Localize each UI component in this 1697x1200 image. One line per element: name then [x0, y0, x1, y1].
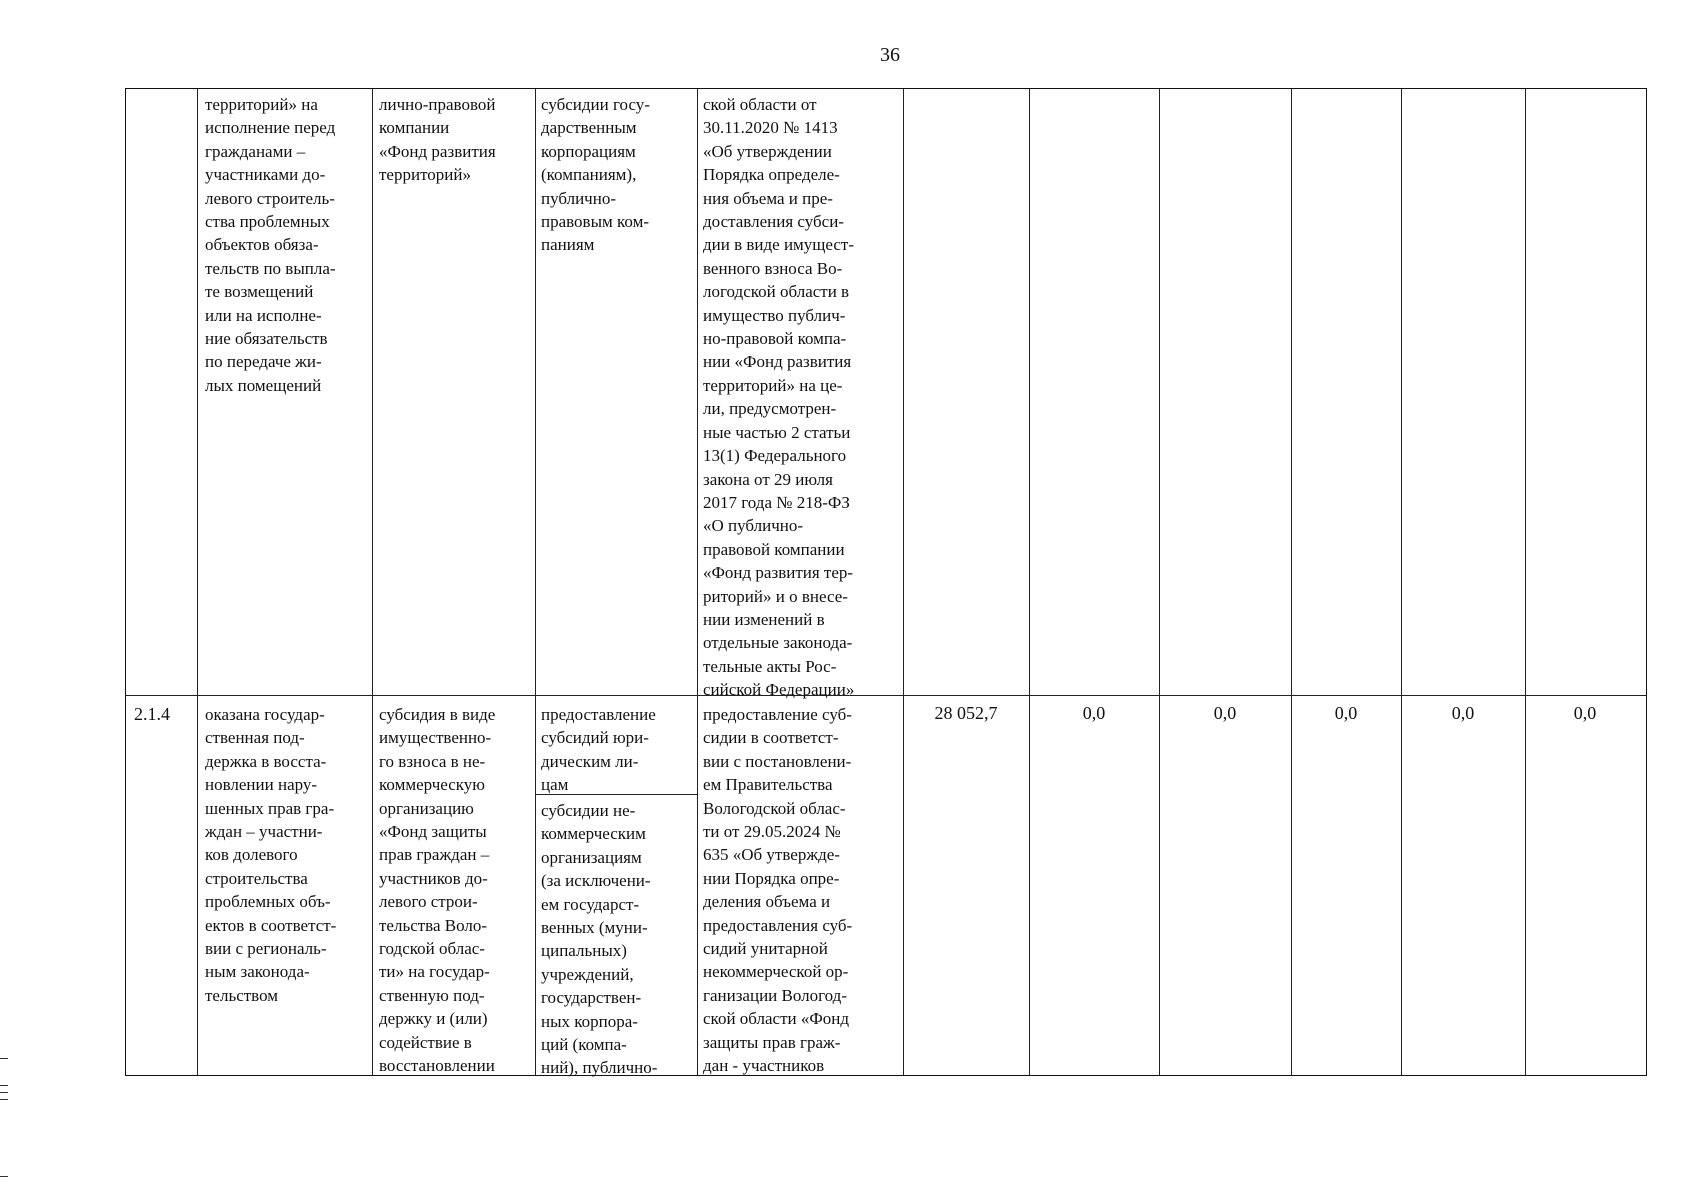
- column-divider: [197, 89, 198, 1075]
- basis-cell: предоставление суб- сидии в соответст- вии с постановлени- ем Правительства Вологодской облас- ти от 29.05.2024 № 635 «Об утвержде- нии Порядка опре- деления объема и предоставления суб- сидий унитарной некоммерческой ор- ганизации Вологод- ской области «Фонд защиты прав граж- дан - участников: [703, 705, 853, 1076]
- column-divider: [1401, 89, 1402, 1075]
- column-divider: [697, 89, 698, 1075]
- amount-cell: 0,0: [1213, 703, 1237, 723]
- column-divider: [903, 89, 904, 1075]
- margin-mark: [0, 1099, 8, 1100]
- column-divider: [1291, 89, 1292, 1075]
- column-divider: [372, 89, 373, 1075]
- amount-cell: 0,0: [1334, 703, 1358, 723]
- direction-cell: предоставление субсидий юри- дическим ли- цам: [541, 705, 656, 795]
- result-cell: территорий» на исполнение перед гражданами – участниками до- левого строитель- ства проблемных объектов обяза- тельств по выпла- те возмещений или на исполне- ние обязательств по передаче жи- лых помещений: [205, 95, 336, 395]
- direction-cell: субсидии не- коммерческим организациям (за исключени- ем государст- венных (муни- ципальных) учреждений, государствен- ных корпора- ций (компа- ний), публично-: [541, 801, 658, 1078]
- basis-cell: ской области от 30.11.2020 № 1413 «Об утверждении Порядка определе- ния объема и пре- доставления субси- дии в виде имущест- венного взноса Во- логодской области в имущество публич- но-правовой компа- нии «Фонд развития территорий» на це- ли, предусмотрен- ные частью 2 статьи 13(1) Федерального закона от 29 июля 2017 года № 218-ФЗ «О публично- правовой компании «Фонд развития тер- риторий» и о внесе- нии изменений в отдельные законода- тельные акты Рос- сийской Федерации»: [703, 95, 855, 700]
- column-divider: [535, 89, 536, 1075]
- amount-cell: 0,0: [1573, 703, 1597, 723]
- amount-cell: 0,0: [1451, 703, 1475, 723]
- column-divider: [1159, 89, 1160, 1075]
- margin-mark: [0, 1176, 8, 1177]
- margin-mark: [0, 1092, 8, 1093]
- form-cell: субсидия в виде имущественно- го взноса в не- коммерческую организацию «Фонд защиты прав граждан – участников до- левого строи- тельства Воло- годской облас- ти» на государ- ственную под- держку и (или) содействие в восстановлении: [379, 705, 496, 1076]
- margin-mark: [0, 1085, 8, 1086]
- amount-cell: 28 052,7: [934, 703, 998, 723]
- row-number: 2.1.4: [134, 704, 170, 724]
- amount-cell: 0,0: [1082, 703, 1106, 723]
- column-divider: [1525, 89, 1526, 1075]
- page-number: 36: [880, 44, 900, 66]
- margin-mark: [0, 1058, 8, 1059]
- column-divider: [1029, 89, 1030, 1075]
- direction-cell: субсидии госу- дарственным корпорациям (компаниям), публично- правовым ком- паниям: [541, 95, 650, 255]
- result-cell: оказана государ- ственная под- держка в восста- новлении нару- шенных прав гра- ждан – участни- ков долевого строительства проблемных объ- ектов в соответст- вии с региональ- ным законода- тельством: [205, 705, 337, 1005]
- data-table: [125, 88, 1647, 1076]
- form-cell: лично-правовой компании «Фонд развития территорий»: [379, 95, 496, 185]
